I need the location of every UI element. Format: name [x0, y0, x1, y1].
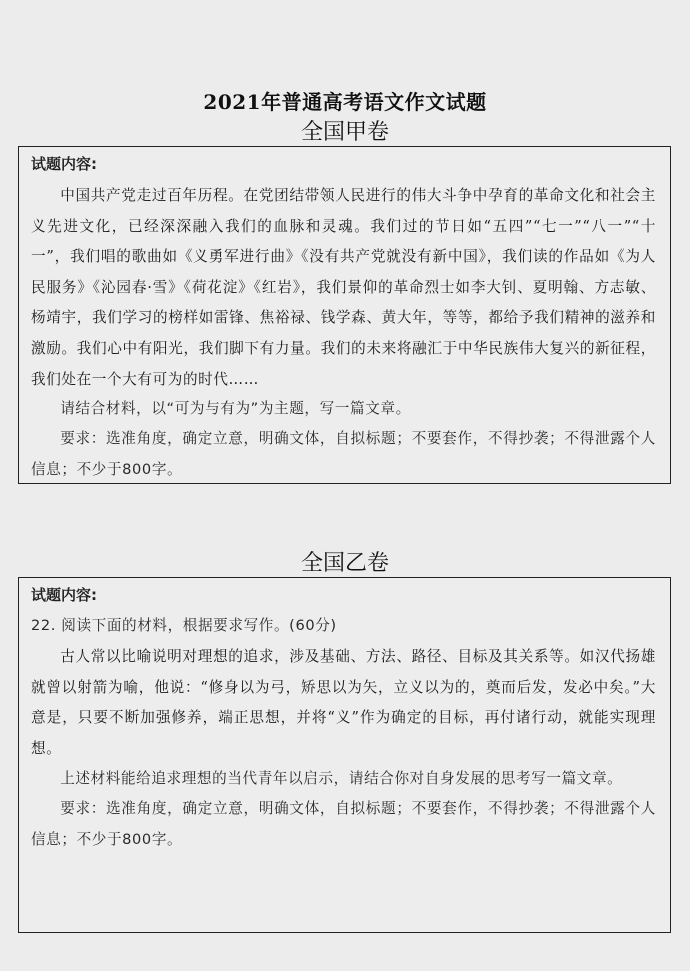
- section-title-jia: 全国甲卷: [300, 120, 389, 145]
- question-box-yi: [18, 577, 671, 933]
- content-label: 试题内容:: [31, 155, 97, 173]
- material-text: 中国共产党走过百年历程。在党团结带领人民进行的伟大斗争中孕育的革命文化和社会主义先进文化，已经深深融入我们的血脉和灵魂。我们过的节日如“五四”“七一”“八一”“十一”，我们唱的歌曲如《义勇军进行曲》《没有共产党就没有新中国》，我们读的作品如《为人民服务》《沁园春·雪》《荷花淀》《红岩》，我们景仰的革命烈士如李大钊、夏明翰、方志敏、杨靖宇，我们学习的榜样如雷锋、焦裕禄、钱学森、黄大年，等等，都给予我们精神的滋养和激励。我们心中有阳光，我们脚下有力量。我们的未来将融汇于中华民族伟大复兴的新征程，我们处在一个大有可为的时代……: [31, 187, 656, 388]
- task-text: 上述材料能给追求理想的当代青年以启示，请结合你对自身发展的思考写一篇文章。: [60, 770, 623, 787]
- requirements-text: 要求：选准角度，确定立意，明确文体，自拟标题；不要套作，不得抄袭；不得泄露个人信息；不少于800字。: [31, 800, 656, 848]
- material-text: 古人常以比喻说明对理想的追求，涉及基础、方法、路径、目标及其关系等。如汉代扬雄就曾以射箭为喻，他说：“修身以为弓，矫思以为矢，立义以为的，奠而后发，发必中矣。”大意是，只要不断加强修养，端正思想，并将“义”作为确定的目标，再付诸行动，就能实现理想。: [31, 648, 656, 757]
- question-box-jia: [18, 146, 671, 484]
- requirements-text: 要求：选准角度，确定立意，明确文体，自拟标题；不要套作，不得抄袭；不得泄露个人信息；不少于800字。: [31, 430, 656, 478]
- main-title: 2021年普通高考语文作文试题: [203, 90, 487, 114]
- content-label: 试题内容:: [31, 586, 97, 604]
- question-instruction: 22. 阅读下面的材料，根据要求写作。(60分): [31, 617, 337, 634]
- task-text: 请结合材料，以“可为与有为”为主题，写一篇文章。: [60, 400, 411, 417]
- section-title-yi: 全国乙卷: [300, 551, 389, 576]
